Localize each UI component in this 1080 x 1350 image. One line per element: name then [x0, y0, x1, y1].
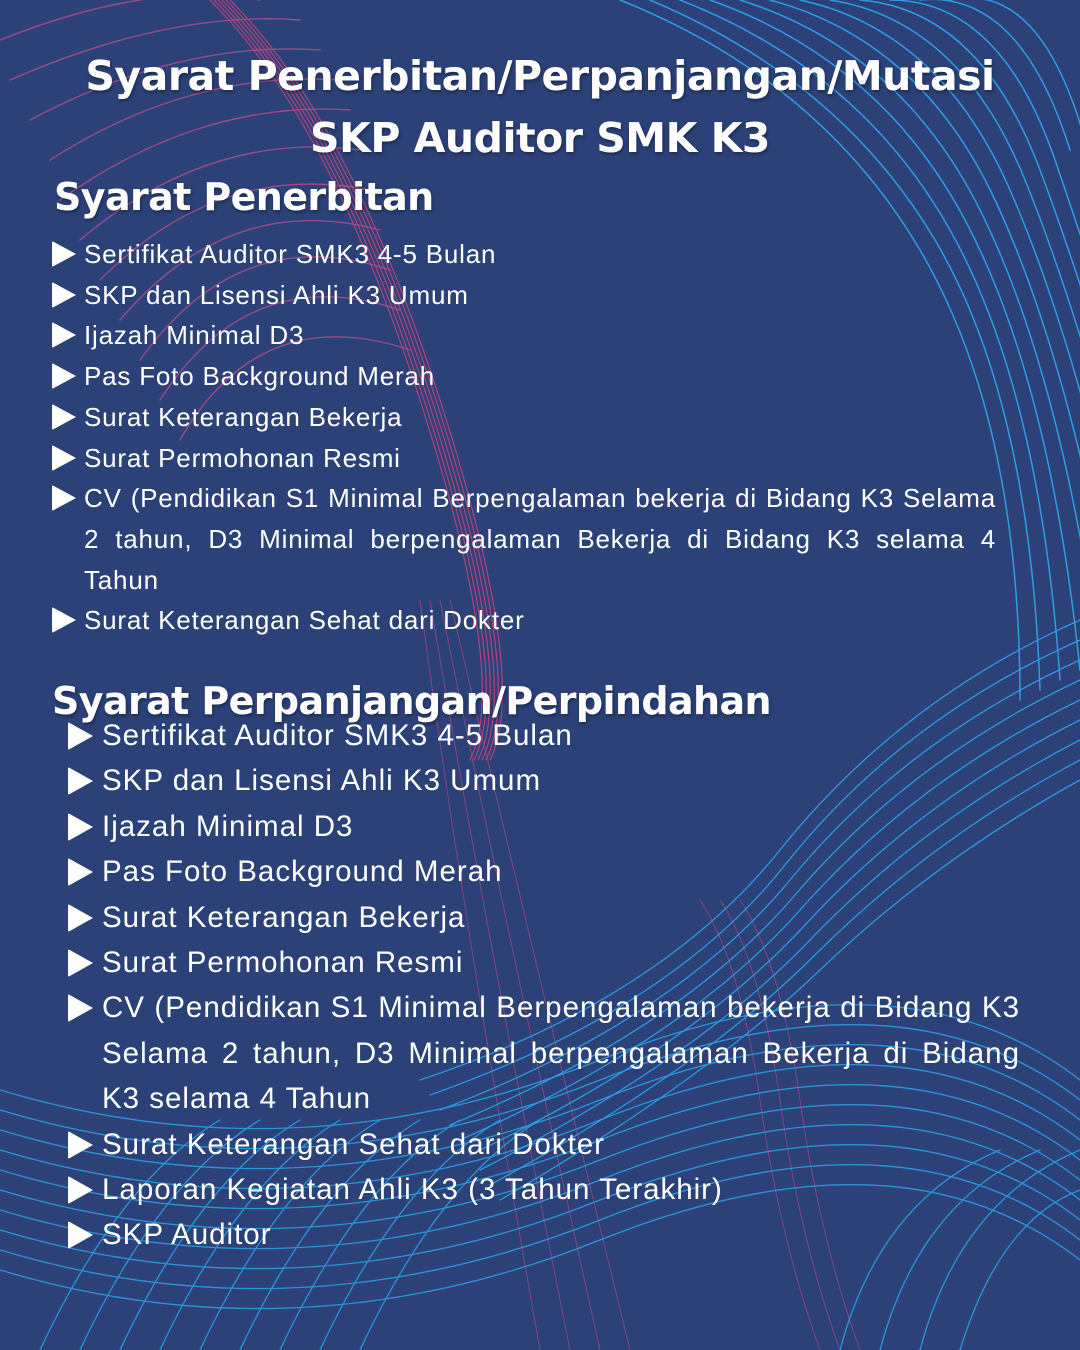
play-triangle-icon — [68, 949, 93, 977]
play-triangle-icon — [52, 322, 76, 348]
requirements-list-perpanjangan — [68, 713, 1020, 1258]
list-item-text: Surat Keterangan Sehat dari Dokter — [102, 1127, 606, 1161]
play-triangle-icon — [52, 607, 76, 633]
list-item-text: Surat Permohonan Resmi — [102, 946, 464, 980]
play-triangle-icon — [68, 722, 93, 750]
list-item-text: Laporan Kegiatan Ahli K3 (3 Tahun Terakhir) — [102, 1173, 723, 1207]
list-item — [52, 356, 996, 397]
list-item-text: Surat Keterangan Bekerja — [102, 900, 466, 934]
list-item — [68, 804, 1020, 849]
play-triangle-icon — [52, 404, 76, 430]
play-triangle-icon — [52, 241, 76, 267]
list-item — [68, 895, 1020, 940]
list-item-text: CV (Pendidikan S1 Minimal Berpengalaman bekerja di Bidang K3 Selama 2 tahun, D3 Minimal berpengalaman Bekerja di Bidang K3 selama 4 Tahun — [84, 483, 996, 595]
list-item-text: SKP dan Lisensi Ahli K3 Umum — [102, 764, 542, 798]
list-item-text: Pas Foto Background Merah — [84, 361, 435, 392]
list-item — [68, 1212, 1020, 1257]
list-item — [68, 1122, 1020, 1167]
list-item-text: SKP dan Lisensi Ahli K3 Umum — [84, 279, 469, 310]
play-triangle-icon — [68, 813, 93, 841]
play-triangle-icon — [68, 1176, 93, 1204]
play-triangle-icon — [68, 994, 93, 1022]
play-triangle-icon — [68, 1221, 93, 1249]
list-item — [68, 1167, 1020, 1212]
list-item — [68, 849, 1020, 894]
list-item-text: SKP Auditor — [102, 1218, 272, 1252]
list-item — [52, 315, 996, 356]
requirements-list-penerbitan — [52, 234, 996, 641]
list-item-text: Sertifikat Auditor SMK3 4-5 Bulan — [84, 239, 497, 269]
poster-title-line2: SKP Auditor SMK K3 — [310, 114, 770, 162]
poster-title-line1: Syarat Penerbitan/Perpanjangan/Mutasi — [85, 52, 995, 100]
list-item-text: Ijazah Minimal D3 — [84, 320, 305, 351]
play-triangle-icon — [68, 767, 93, 795]
list-item — [52, 275, 996, 316]
list-item — [52, 234, 996, 275]
list-item-text: Surat Permohonan Resmi — [84, 442, 401, 473]
list-item — [68, 985, 1020, 1121]
play-triangle-icon — [52, 363, 76, 389]
play-triangle-icon — [68, 1131, 93, 1159]
list-item — [52, 478, 996, 600]
play-triangle-icon — [52, 282, 76, 308]
list-item — [68, 758, 1020, 803]
section-heading-penerbitan: Syarat Penerbitan — [54, 175, 434, 219]
list-item — [68, 713, 1020, 758]
list-item — [52, 438, 996, 479]
list-item-text: Surat Keterangan Sehat dari Dokter — [84, 605, 525, 636]
list-item-text: Surat Keterangan Bekerja — [84, 401, 403, 432]
list-item-text: Sertifikat Auditor SMK3 4-5 Bulan — [102, 719, 573, 752]
play-triangle-icon — [68, 904, 93, 932]
section-heading-perpanjangan: Syarat Perpanjangan/Perpindahan — [52, 679, 771, 723]
play-triangle-icon — [52, 485, 76, 511]
play-triangle-icon — [52, 445, 76, 471]
list-item — [68, 940, 1020, 985]
list-item — [52, 600, 996, 641]
list-item — [52, 397, 996, 438]
play-triangle-icon — [68, 858, 93, 886]
list-item-text: Pas Foto Background Merah — [102, 855, 503, 889]
list-item-text: CV (Pendidikan S1 Minimal Berpengalaman bekerja di Bidang K3 Selama 2 tahun, D3 Minimal berpengalaman Bekerja di Bidang K3 selama 4 Tahun — [102, 991, 1020, 1116]
list-item-text: Ijazah Minimal D3 — [102, 809, 354, 843]
